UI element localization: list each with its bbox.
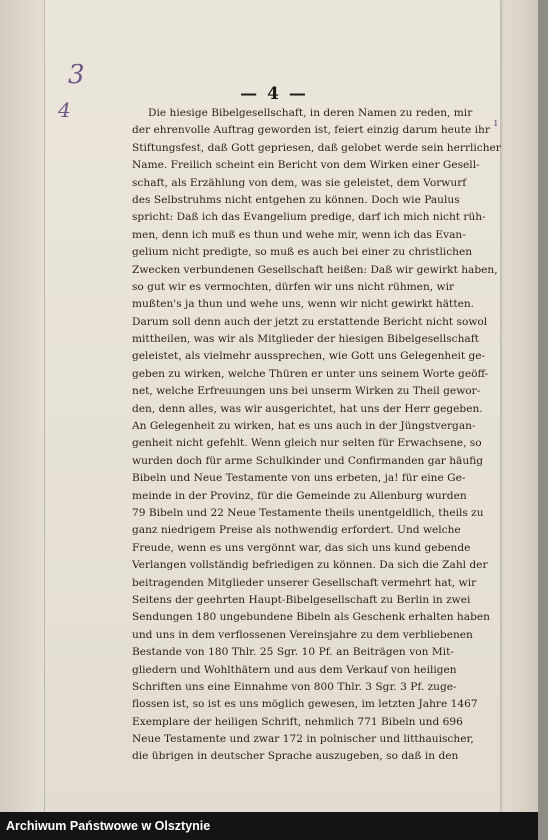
text-line: Bibeln und Neue Testamente von uns erbeten, ja! für eine Ge-: [132, 472, 466, 485]
text-line: Schriften uns eine Einnahme von 800 Thlr. 3 Sgr. 3 Pf. zuge-: [132, 680, 457, 693]
text-line: wurden doch für arme Schulkinder und Confirmanden gar häufig: [132, 454, 484, 467]
text-line: 79 Bibeln und 22 Neue Testamente theils unentgeldlich, theils zu: [132, 506, 484, 519]
text-line: ganz niedrigem Preise als nothwendig erfordert. Und welche: [132, 524, 461, 537]
archive-footer: Archiwum Państwowe w Olsztynie: [0, 812, 538, 840]
text-line: der ehrenvolle Auftrag geworden ist, feiert einzig darum heute ihr: [132, 124, 490, 137]
text-line: Zwecken verbundenen Gesellschaft heißen: Daß wir gewirkt haben,: [132, 263, 498, 276]
text-line: mittheilen, was wir als Mitglieder der hiesigen Bibelgesellschaft: [132, 333, 479, 346]
text-line: Die hiesige Bibelgesellschaft, in deren Namen zu reden, mir: [148, 107, 473, 119]
text-line: die übrigen in deutscher Sprache auszugeben, so daß in den: [132, 750, 459, 763]
body-text: [132, 105, 501, 766]
text-line: meinde in der Provinz, für die Gemeinde zu Allenburg wurden: [132, 489, 467, 502]
text-line: Darum soll denn auch der jetzt zu erstattende Bericht nicht sowol: [132, 315, 488, 328]
text-line: mußten's ja thun und wehe uns, wenn wir nicht gewirkt hätten.: [132, 298, 475, 311]
edge-mark: ı: [494, 116, 498, 129]
text-line: net, welche Erfreuungen uns bei unserm Wirken zu Theil gewor-: [132, 385, 481, 398]
text-line: schaft, als Erzählung von dem, was sie geleistet, dem Vorwurf: [132, 176, 467, 189]
text-line: und uns in dem verflossenen Vereinsjahre zu dem verbliebenen: [132, 628, 473, 641]
text-line: spricht: Daß ich das Evangelium predige, darf ich mich nicht rüh-: [132, 211, 486, 224]
text-line: Exemplare der heiligen Schrift, nehmlich 771 Bibeln und 696: [132, 715, 463, 728]
text-line: geleistet, als vielmehr aussprechen, wie Gott uns Gelegenheit ge-: [132, 350, 486, 363]
margin-annotation-1: 3: [68, 60, 85, 90]
background-right-page: [498, 0, 538, 812]
text-line: genheit nicht gefehlt. Wenn gleich nur selten für Erwachsene, so: [132, 437, 482, 450]
text-line: Freude, wenn es uns vergönnt war, das sich uns kund gebende: [132, 541, 471, 554]
text-line: gelium nicht predigte, so muß es auch bei einer zu christlichen: [132, 246, 473, 259]
text-line: geben zu wirken, welche Thüren er unter uns seinem Worte geöff-: [132, 367, 489, 380]
text-line: den, denn alles, was wir ausgerichtet, hat uns der Herr gegeben.: [132, 402, 483, 415]
text-line: beitragenden Mitglieder unserer Gesellschaft vermehrt hat, wir: [132, 576, 477, 589]
text-line: Seitens der geehrten Haupt-Bibelgesellschaft zu Berlin in zwei: [132, 593, 471, 606]
margin-annotation-2: 4: [58, 98, 71, 122]
text-line: gliedern und Wohlthätern und aus dem Verkauf von heiligen: [132, 663, 457, 676]
text-line: men, denn ich muß es thun und wehe mir, wenn ich das Evan-: [132, 228, 466, 241]
text-line: Sendungen 180 ungebundene Bibeln als Geschenk erhalten haben: [132, 611, 490, 624]
text-line: Verlangen vollständig befriedigen zu können. Da sich die Zahl der: [132, 559, 488, 572]
text-line: An Gelegenheit zu wirken, hat es uns auch in der Jüngstvergan-: [132, 420, 476, 433]
text-line: flossen ist, so ist es uns möglich gewesen, im letzten Jahre 1467: [132, 698, 478, 711]
text-line: Neue Testamente und zwar 172 in polnischer und litthauischer,: [132, 733, 474, 746]
text-line: Bestande von 180 Thlr. 25 Sgr. 10 Pf. an Beiträgen von Mit-: [132, 646, 454, 659]
text-line: des Selbstruhms nicht entgehen zu können. Doch wie Paulus: [132, 193, 460, 206]
binding-fold: [44, 0, 45, 812]
text-line: Name. Freilich scheint ein Bericht von dem Wirken einer Gesell-: [132, 159, 480, 172]
binding-shadow: [0, 0, 44, 812]
page-number-header: — 4 —: [240, 84, 308, 104]
text-line: Stiftungsfest, daß Gott gepriesen, daß gelobet werde sein herrlicher: [132, 141, 501, 154]
text-line: so gut wir es vermochten, dürfen wir uns nicht rühmen, wir: [132, 280, 455, 293]
